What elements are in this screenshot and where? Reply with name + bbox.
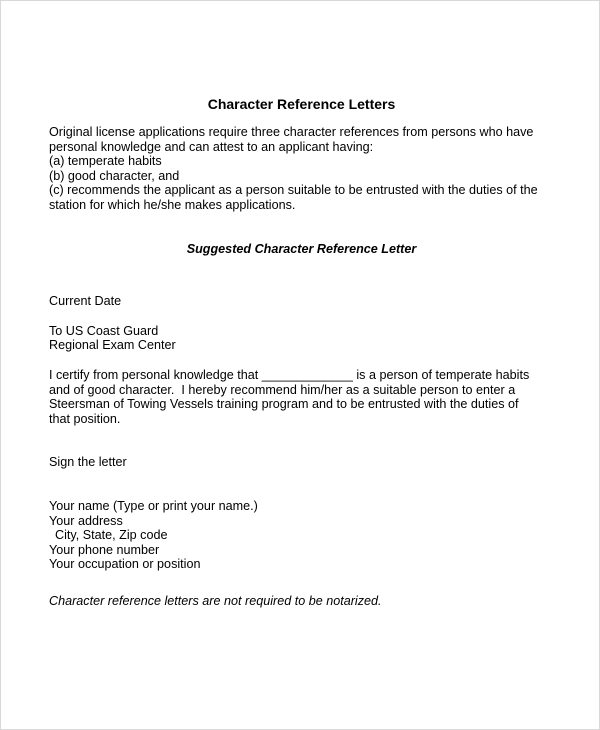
letter-body [49,368,554,426]
intro-paragraph [49,125,554,213]
intro-line: (c) recommends the applicant as a person suitable to be entrusted with the duties of the [49,183,538,198]
body-line: I certify from personal knowledge that _____________ is a person of temperate habits [49,367,530,382]
notarization-note: Character reference letters are not required to be notarized. [49,593,382,608]
sender-line: Your address [49,513,123,528]
sender-line: Your occupation or position [49,557,201,572]
sender-line: Your name (Type or print your name.) [49,498,258,513]
document-content [49,96,554,608]
sender-line: Your phone number [49,542,160,557]
sender-block [49,499,554,572]
intro-line: Original license applications require three character references from persons who have [49,125,534,139]
letter-recipient [49,324,554,353]
recipient-line: Regional Exam Center [49,338,176,353]
document-title: Character Reference Letters [207,96,396,112]
intro-line: (b) good character, and [49,168,180,183]
intro-line: personal knowledge and can attest to an applicant having: [49,139,374,154]
body-line: that position. [49,411,121,426]
sign-instruction: Sign the letter [49,455,127,470]
body-line: and of good character. I hereby recommend him/her as a suitable person to enter a [49,382,516,397]
sender-line: City, State, Zip code [55,528,168,543]
intro-line: station for which he/she makes applications. [49,197,296,212]
body-line: Steersman of Towing Vessels training program and to be entrusted with the duties of [49,397,519,412]
letter-date: Current Date [49,294,122,309]
intro-line: (a) temperate habits [49,154,162,169]
letter-subtitle: Suggested Character Reference Letter [186,241,417,256]
recipient-line: To US Coast Guard [49,323,159,338]
